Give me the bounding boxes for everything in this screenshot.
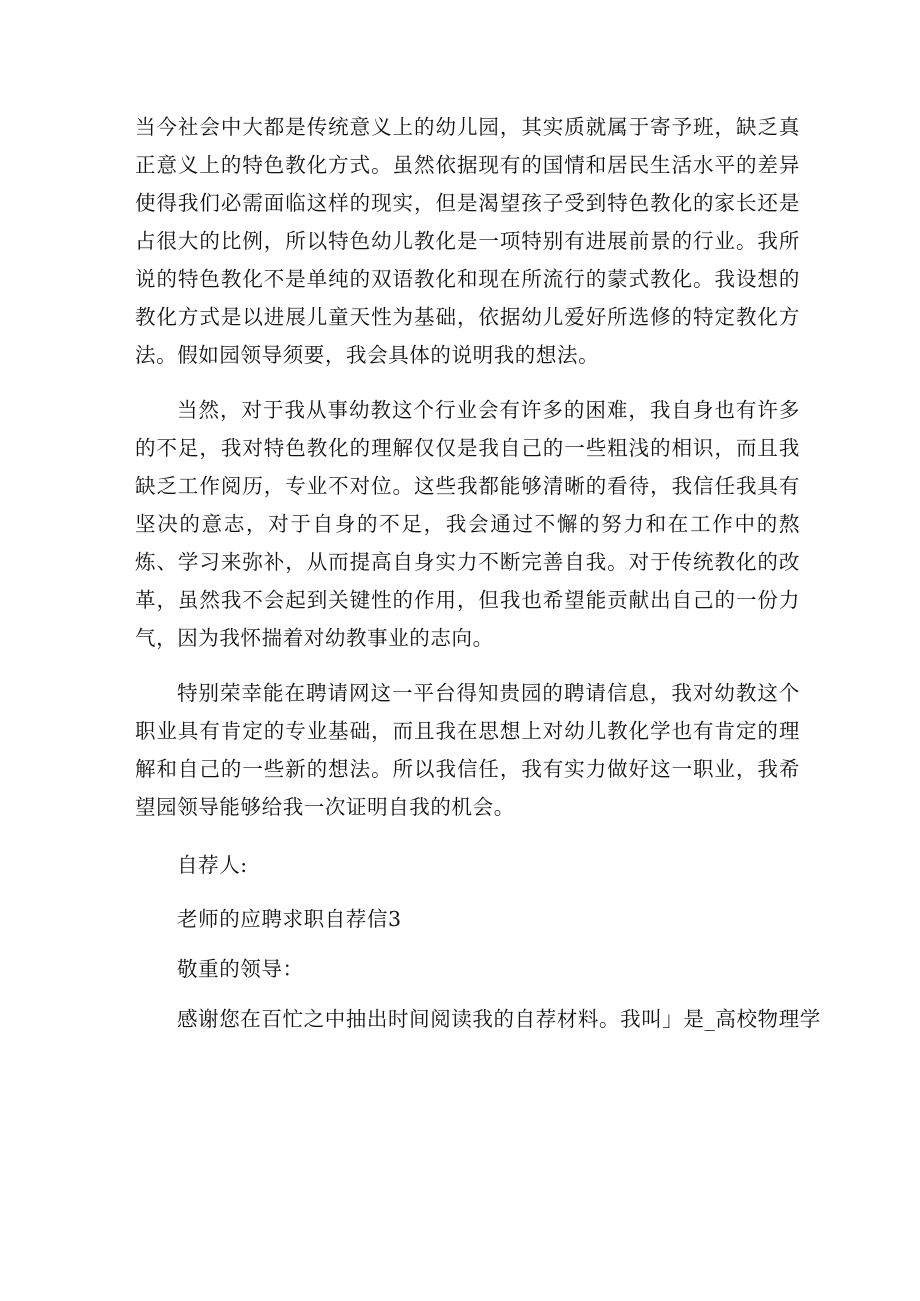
signature-label: 自荐人: — [177, 853, 248, 877]
closing-line: 感谢您在百忙之中抽出时间阅读我的自荐材料。我叫」是_高校物理学 — [177, 1007, 821, 1031]
paragraph-3: 特别荣幸能在聘请网这一平台得知贵园的聘请信息，我对幼教这个职业具有肯定的专业基础，而且我在思想上对幼儿教化学也有肯定的理解和自己的一些新的想法。所以我信任，我有实力做好这一职业，我希望园领导能够给我一次证明自我的机会。 — [135, 681, 800, 819]
paragraph-2: 当然，对于我从事幼教这个行业会有许多的困难，我自身也有许多的不足，我对特色教化的理解仅仅是我自己的一些粗浅的相识，而且我缺乏工作阅历，专业不对位。这些我都能够清晰的看待，我信任我具有坚决的意志，对于自身的不足，我会通过不懈的努力和在工作中的熬炼、学习来弥补，从而提高自身实力不断完善自我。对于传统教化的改革，虽然我不会起到关键性的作用，但我也希望能贡献出自己的一份力气，因为我怀揣着对幼教事业的志向。 — [135, 398, 800, 650]
section-title: 老师的应聘求职自荐信3 — [177, 907, 402, 931]
paragraph-1: 当今社会中大都是传统意义上的幼儿园，其实质就属于寄予班，缺乏真正意义上的特色教化方式。虽然依据现有的国情和居民生活水平的差异使得我们必需面临这样的现实，但是渴望孩子受到特色教化的家长还是占很大的比例，所以特色幼儿教化是一项特别有进展前景的行业。我所说的特色教化不是单纯的双语教化和现在所流行的蒙式教化。我设想的教化方式是以进展儿童天性为基础，依据幼儿爱好所选修的特定教化方法。假如园领导须要，我会具体的说明我的想法。 — [135, 115, 800, 367]
salutation: 敬重的领导： — [177, 957, 304, 981]
